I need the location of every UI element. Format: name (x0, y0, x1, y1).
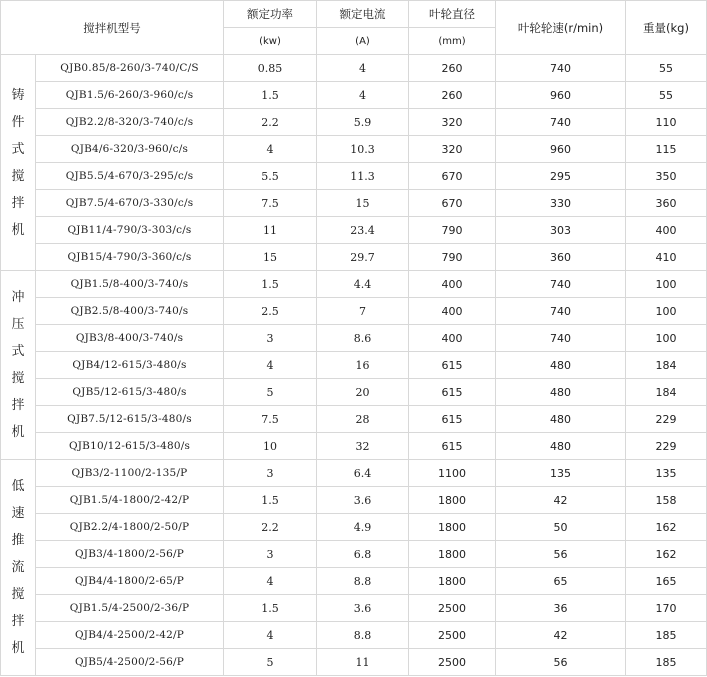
power-cell: 5.5 (224, 163, 317, 190)
model-cell: QJB5.5/4-670/3-295/c/s (36, 163, 224, 190)
header-power: 额定功率 (224, 1, 317, 28)
group-label (1, 55, 36, 271)
model-cell: QJB0.85/8-260/3-740/C/S (36, 55, 224, 82)
table-row (1, 298, 707, 325)
group-label-char: 搅 (11, 371, 25, 386)
table-row (1, 433, 707, 460)
power-cell: 4 (224, 622, 317, 649)
speed-cell: 50 (496, 514, 626, 541)
weight-cell: 229 (626, 433, 707, 460)
group-label-char: 压 (11, 317, 25, 332)
weight-cell: 162 (626, 514, 707, 541)
table-row (1, 244, 707, 271)
diameter-cell: 670 (409, 190, 496, 217)
weight-cell: 410 (626, 244, 707, 271)
speed-cell: 740 (496, 325, 626, 352)
table-row (1, 649, 707, 676)
power-cell: 11 (224, 217, 317, 244)
power-cell: 4 (224, 568, 317, 595)
current-cell: 10.3 (317, 136, 409, 163)
power-cell: 5 (224, 649, 317, 676)
table-row (1, 460, 707, 487)
weight-cell: 158 (626, 487, 707, 514)
power-cell: 3 (224, 541, 317, 568)
power-cell: 7.5 (224, 406, 317, 433)
table-row (1, 595, 707, 622)
model-cell: QJB1.5/4-1800/2-42/P (36, 487, 224, 514)
weight-cell: 55 (626, 55, 707, 82)
current-cell: 29.7 (317, 244, 409, 271)
group-label-char: 件 (11, 114, 25, 130)
power-cell: 2.2 (224, 514, 317, 541)
group-label-char: 搅 (11, 168, 25, 184)
current-cell: 11.3 (317, 163, 409, 190)
group-label-char: 式 (11, 344, 25, 359)
table-row (1, 82, 707, 109)
header-weight: 重量(kg) (626, 1, 707, 55)
group-label-char: 流 (11, 560, 25, 575)
weight-cell: 360 (626, 190, 707, 217)
speed-cell: 740 (496, 55, 626, 82)
model-cell: QJB2.2/8-320/3-740/c/s (36, 109, 224, 136)
power-cell: 4 (224, 136, 317, 163)
weight-cell: 400 (626, 217, 707, 244)
speed-cell: 480 (496, 433, 626, 460)
speed-cell: 960 (496, 82, 626, 109)
weight-cell: 110 (626, 109, 707, 136)
weight-cell: 115 (626, 136, 707, 163)
current-cell: 4.4 (317, 271, 409, 298)
current-cell: 4 (317, 82, 409, 109)
diameter-cell: 260 (409, 55, 496, 82)
model-cell: QJB1.5/4-2500/2-36/P (36, 595, 224, 622)
table-row (1, 352, 707, 379)
power-cell: 1.5 (224, 487, 317, 514)
model-cell: QJB4/4-2500/2-42/P (36, 622, 224, 649)
group-label-char: 机 (11, 641, 25, 656)
model-cell: QJB3/2-1100/2-135/P (36, 460, 224, 487)
diameter-cell: 1800 (409, 541, 496, 568)
group-label-char: 式 (11, 141, 25, 157)
speed-cell: 65 (496, 568, 626, 595)
header-model: 搅拌机型号 (1, 1, 224, 55)
model-cell: QJB3/8-400/3-740/s (36, 325, 224, 352)
header-current: 额定电流 (317, 1, 409, 28)
power-cell: 10 (224, 433, 317, 460)
current-cell: 6.8 (317, 541, 409, 568)
speed-cell: 960 (496, 136, 626, 163)
power-cell: 4 (224, 352, 317, 379)
weight-cell: 185 (626, 622, 707, 649)
current-cell: 8.8 (317, 622, 409, 649)
speed-cell: 56 (496, 541, 626, 568)
speed-cell: 480 (496, 352, 626, 379)
diameter-cell: 1800 (409, 514, 496, 541)
table-row (1, 568, 707, 595)
current-cell: 6.4 (317, 460, 409, 487)
diameter-cell: 2500 (409, 622, 496, 649)
speed-cell: 42 (496, 487, 626, 514)
group-label-char: 冲 (11, 290, 25, 305)
diameter-cell: 400 (409, 325, 496, 352)
diameter-cell: 615 (409, 406, 496, 433)
table-row (1, 487, 707, 514)
weight-cell: 100 (626, 298, 707, 325)
weight-cell: 350 (626, 163, 707, 190)
current-cell: 8.6 (317, 325, 409, 352)
current-cell: 11 (317, 649, 409, 676)
current-cell: 32 (317, 433, 409, 460)
speed-cell: 480 (496, 406, 626, 433)
table-row (1, 55, 707, 82)
group-label-char: 拌 (11, 398, 25, 413)
power-cell: 1.5 (224, 82, 317, 109)
current-cell: 3.6 (317, 487, 409, 514)
power-cell: 2.5 (224, 298, 317, 325)
model-cell: QJB2.5/8-400/3-740/s (36, 298, 224, 325)
diameter-cell: 260 (409, 82, 496, 109)
group-label-char: 推 (11, 533, 25, 548)
table-row (1, 541, 707, 568)
diameter-cell: 320 (409, 136, 496, 163)
weight-cell: 184 (626, 379, 707, 406)
power-cell: 3 (224, 460, 317, 487)
table-row (1, 514, 707, 541)
group-label-char: 搅 (11, 587, 25, 602)
current-cell: 3.6 (317, 595, 409, 622)
header-diameter-unit: (mm) (409, 28, 496, 55)
group-label-char: 拌 (11, 195, 25, 211)
current-cell: 8.8 (317, 568, 409, 595)
weight-cell: 165 (626, 568, 707, 595)
current-cell: 28 (317, 406, 409, 433)
group-label-char: 低 (11, 479, 25, 494)
header-current-unit: (A) (317, 28, 409, 55)
header-diameter: 叶轮直径 (409, 1, 496, 28)
group-label-char: 机 (11, 222, 25, 238)
diameter-cell: 2500 (409, 595, 496, 622)
speed-cell: 303 (496, 217, 626, 244)
table-row (1, 406, 707, 433)
model-cell: QJB10/12-615/3-480/s (36, 433, 224, 460)
weight-cell: 55 (626, 82, 707, 109)
model-cell: QJB5/4-2500/2-56/P (36, 649, 224, 676)
diameter-cell: 790 (409, 217, 496, 244)
group-label (1, 460, 36, 676)
weight-cell: 184 (626, 352, 707, 379)
diameter-cell: 615 (409, 433, 496, 460)
model-cell: QJB15/4-790/3-360/c/s (36, 244, 224, 271)
diameter-cell: 1800 (409, 487, 496, 514)
group-label-char: 铸 (11, 87, 25, 103)
diameter-cell: 400 (409, 298, 496, 325)
speed-cell: 135 (496, 460, 626, 487)
header-row-top (1, 1, 707, 28)
speed-cell: 295 (496, 163, 626, 190)
table-row (1, 379, 707, 406)
group-label (1, 271, 36, 460)
power-cell: 5 (224, 379, 317, 406)
table-row (1, 109, 707, 136)
diameter-cell: 615 (409, 352, 496, 379)
weight-cell: 170 (626, 595, 707, 622)
current-cell: 7 (317, 298, 409, 325)
model-cell: QJB5/12-615/3-480/s (36, 379, 224, 406)
current-cell: 16 (317, 352, 409, 379)
table-row (1, 217, 707, 244)
diameter-cell: 1100 (409, 460, 496, 487)
diameter-cell: 615 (409, 379, 496, 406)
model-cell: QJB3/4-1800/2-56/P (36, 541, 224, 568)
power-cell: 3 (224, 325, 317, 352)
model-cell: QJB4/6-320/3-960/c/s (36, 136, 224, 163)
power-cell: 7.5 (224, 190, 317, 217)
speed-cell: 36 (496, 595, 626, 622)
table-body (1, 55, 707, 676)
current-cell: 15 (317, 190, 409, 217)
power-cell: 0.85 (224, 55, 317, 82)
speed-cell: 740 (496, 271, 626, 298)
power-cell: 1.5 (224, 271, 317, 298)
model-cell: QJB11/4-790/3-303/c/s (36, 217, 224, 244)
speed-cell: 740 (496, 109, 626, 136)
diameter-cell: 670 (409, 163, 496, 190)
group-label-char: 速 (11, 506, 25, 521)
table-row (1, 136, 707, 163)
speed-cell: 56 (496, 649, 626, 676)
model-cell: QJB2.2/4-1800/2-50/P (36, 514, 224, 541)
model-cell: QJB4/4-1800/2-65/P (36, 568, 224, 595)
speed-cell: 360 (496, 244, 626, 271)
speed-cell: 330 (496, 190, 626, 217)
table-row (1, 325, 707, 352)
current-cell: 5.9 (317, 109, 409, 136)
model-cell: QJB4/12-615/3-480/s (36, 352, 224, 379)
table-row (1, 163, 707, 190)
power-cell: 1.5 (224, 595, 317, 622)
diameter-cell: 790 (409, 244, 496, 271)
diameter-cell: 1800 (409, 568, 496, 595)
header-power-unit: (kw) (224, 28, 317, 55)
weight-cell: 135 (626, 460, 707, 487)
speed-cell: 740 (496, 298, 626, 325)
weight-cell: 185 (626, 649, 707, 676)
model-cell: QJB7.5/4-670/3-330/c/s (36, 190, 224, 217)
table-row (1, 271, 707, 298)
model-cell: QJB1.5/8-400/3-740/s (36, 271, 224, 298)
current-cell: 23.4 (317, 217, 409, 244)
power-cell: 2.2 (224, 109, 317, 136)
model-cell: QJB7.5/12-615/3-480/s (36, 406, 224, 433)
speed-cell: 42 (496, 622, 626, 649)
header-speed: 叶轮轮速(r/min) (496, 1, 626, 55)
diameter-cell: 320 (409, 109, 496, 136)
weight-cell: 100 (626, 271, 707, 298)
diameter-cell: 2500 (409, 649, 496, 676)
table-row (1, 190, 707, 217)
group-label-char: 拌 (11, 614, 25, 629)
current-cell: 4.9 (317, 514, 409, 541)
model-cell: QJB1.5/6-260/3-960/c/s (36, 82, 224, 109)
weight-cell: 100 (626, 325, 707, 352)
table-row (1, 622, 707, 649)
power-cell: 15 (224, 244, 317, 271)
diameter-cell: 400 (409, 271, 496, 298)
speed-cell: 480 (496, 379, 626, 406)
group-label-char: 机 (11, 425, 25, 440)
current-cell: 4 (317, 55, 409, 82)
weight-cell: 162 (626, 541, 707, 568)
current-cell: 20 (317, 379, 409, 406)
weight-cell: 229 (626, 406, 707, 433)
